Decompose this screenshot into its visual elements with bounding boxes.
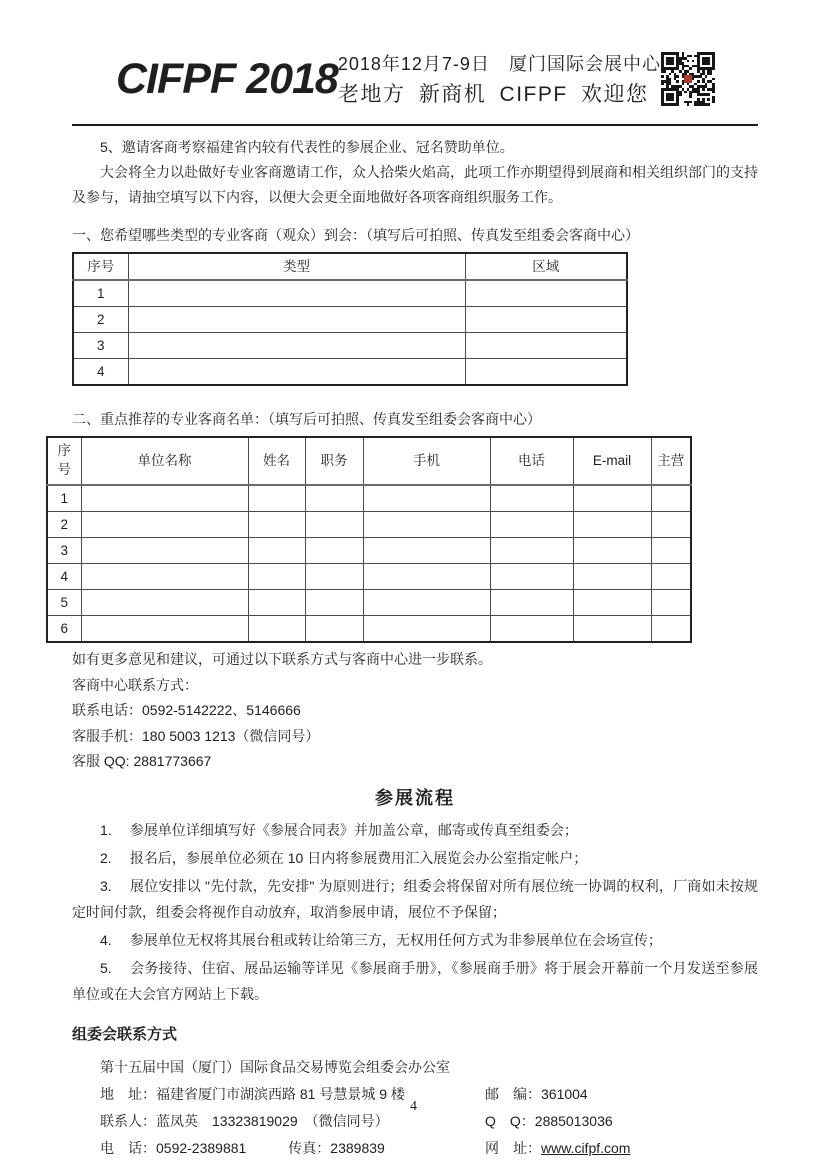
fill-in-cell	[573, 564, 651, 590]
fill-in-cell	[81, 616, 248, 643]
fill-in-cell	[248, 616, 305, 643]
fill-in-cell	[573, 538, 651, 564]
committee-phone-fax: 电 话：0592-2389881 传真：2389839	[100, 1139, 385, 1156]
table-row	[47, 590, 691, 616]
process-item-number: 1.	[100, 821, 112, 838]
process-title: 参展流程	[375, 787, 455, 808]
fill-in-cell	[573, 590, 651, 616]
fill-in-cell	[81, 538, 248, 564]
process-item-text: 会务接待、住宿、展品运输等详见《参展商手册》，《参展商手册》将于展会开幕前一个月发送至参展单位或在大会官方网站上下载。	[72, 959, 758, 1002]
process-item	[72, 873, 758, 925]
process-item	[72, 955, 758, 1007]
column-header: 主营	[651, 437, 691, 485]
intro-paragraph: 大会将全力以赴做好专业客商邀请工作，众人拾柴火焰高，此项工作亦期望得到展商和相关组织部门的支持及参与，请抽空填写以下内容，以便大会更全面地做好各项客商组织服务工作。	[72, 164, 758, 205]
fill-in-cell	[651, 512, 691, 538]
header-tagline	[338, 50, 661, 108]
fill-in-cell	[573, 512, 651, 538]
process-item-number: 3.	[100, 877, 112, 894]
fill-in-cell	[651, 616, 691, 643]
process-item-text: 展位安排以 "先付款，先安排" 为原则进行；组委会将保留对所有展位统一协调的权利，厂商如未按规定时间付款，组委会将视作自动放弃，取消参展申请，展位不予保留；	[72, 877, 758, 920]
process-item-number: 2.	[100, 849, 112, 866]
fill-in-cell	[465, 359, 627, 386]
column-header: 序号	[47, 437, 81, 485]
fill-in-cell	[490, 564, 573, 590]
process-item	[72, 845, 758, 871]
committee-website-row	[485, 1135, 758, 1162]
fill-in-cell	[490, 590, 573, 616]
fill-in-cell	[128, 333, 465, 359]
table-row	[73, 307, 627, 333]
fill-in-cell	[651, 590, 691, 616]
row-number-cell: 1	[47, 485, 81, 512]
fill-in-cell	[490, 616, 573, 643]
contact-note: 如有更多意见和建议，可通过以下联系方式与客商中心进一步联系。	[72, 651, 492, 667]
committee-contact-person: 联系人：蓝凤英 13323819029 （微信同号）	[100, 1112, 389, 1129]
column-header: 电话	[490, 437, 573, 485]
website-label: 网 址：	[485, 1139, 541, 1156]
process-item-number: 5.	[100, 959, 112, 976]
column-header: 序号	[73, 253, 128, 280]
fill-in-cell	[305, 485, 363, 512]
fill-in-cell	[651, 564, 691, 590]
row-number-cell: 3	[47, 538, 81, 564]
row-number-cell: 5	[47, 590, 81, 616]
process-item-text: 参展单位无权将其展台租或转让给第三方，无权用任何方式为非参展单位在会场宣传；	[129, 931, 662, 948]
contact-qq: 客服 QQ: 2881773667	[72, 753, 212, 769]
table-row	[47, 538, 691, 564]
process-item-text: 报名后，参展单位必须在 10 日内将参展费用汇入展览会办公室指定帐户；	[129, 849, 588, 866]
fill-in-cell	[248, 564, 305, 590]
fill-in-cell	[305, 616, 363, 643]
fill-in-cell	[305, 564, 363, 590]
fill-in-cell	[305, 512, 363, 538]
fill-in-cell	[651, 538, 691, 564]
fill-in-cell	[490, 538, 573, 564]
fill-in-cell	[81, 485, 248, 512]
fill-in-cell	[490, 485, 573, 512]
row-number-cell: 3	[73, 333, 128, 359]
column-header: E-mail	[573, 437, 651, 485]
contact-mobile: 客服手机：180 5003 1213（微信同号）	[72, 727, 320, 744]
page-number: 4	[410, 1099, 417, 1114]
table-row	[47, 485, 691, 512]
row-number-cell: 4	[73, 359, 128, 386]
fill-in-cell	[305, 590, 363, 616]
visitor-type-table	[72, 252, 628, 386]
column-header: 区域	[465, 253, 627, 280]
table-row	[47, 564, 691, 590]
committee-address: 地 址：福建省厦门市湖滨西路 81 号慧景城 9 楼	[100, 1085, 405, 1102]
fill-in-cell	[363, 512, 490, 538]
committee-office: 第十五届中国（厦门）国际食品交易博览会组委会办公室	[100, 1058, 450, 1075]
fill-in-cell	[363, 564, 490, 590]
fill-in-cell	[248, 485, 305, 512]
contact-phone: 联系电话：0592-5142222、5146666	[72, 702, 301, 718]
buyer-center-contact	[72, 647, 758, 775]
table-header-row	[47, 437, 691, 485]
fill-in-cell	[128, 307, 465, 333]
header	[0, 0, 827, 108]
fill-in-cell	[305, 538, 363, 564]
fill-in-cell	[490, 512, 573, 538]
fill-in-cell	[81, 590, 248, 616]
fill-in-cell	[128, 359, 465, 386]
row-number-cell: 4	[47, 564, 81, 590]
fill-in-cell	[128, 280, 465, 307]
website-link[interactable]: www.cifpf.com	[541, 1139, 631, 1156]
row-number-cell: 6	[47, 616, 81, 643]
fill-in-cell	[573, 485, 651, 512]
column-header: 职务	[305, 437, 363, 485]
row-number-cell: 2	[47, 512, 81, 538]
document-body	[0, 126, 827, 1162]
committee-row	[100, 1135, 758, 1162]
fill-in-cell	[248, 512, 305, 538]
process-item	[72, 817, 758, 843]
recommended-buyers-table	[46, 436, 692, 643]
fill-in-cell	[363, 616, 490, 643]
row-number-cell: 2	[73, 307, 128, 333]
table-row	[47, 616, 691, 643]
fill-in-cell	[248, 590, 305, 616]
fill-in-cell	[573, 616, 651, 643]
process-item-number: 4.	[100, 931, 112, 948]
table-row	[47, 512, 691, 538]
process-item	[72, 927, 758, 953]
fill-in-cell	[363, 485, 490, 512]
committee-zip: 邮 编：361004	[485, 1085, 588, 1102]
fill-in-cell	[465, 333, 627, 359]
fill-in-cell	[81, 564, 248, 590]
table-row	[73, 280, 627, 307]
section2-title: 二、重点推荐的专业客商名单：（填写后可拍照、传真发至组委会客商中心）	[72, 411, 541, 427]
cifpf-logo: CIFPF 2018	[116, 54, 338, 103]
contact-center-title: 客商中心联系方式：	[72, 676, 198, 693]
table-row	[73, 333, 627, 359]
event-date-venue: 2018年12月7-9日 厦门国际会展中心	[337, 54, 661, 74]
fill-in-cell	[81, 512, 248, 538]
intro-item-5: 5、邀请客商考察福建省内较有代表性的参展企业、冠名赞助单位。	[100, 139, 514, 155]
process-item-text: 参展单位详细填写好《参展合同表》并加盖公章，邮寄或传真至组委会；	[129, 821, 578, 838]
fill-in-cell	[248, 538, 305, 564]
fill-in-cell	[651, 485, 691, 512]
qr-code-icon	[661, 52, 715, 106]
row-number-cell: 1	[73, 280, 128, 307]
fill-in-cell	[465, 307, 627, 333]
column-header: 手机	[363, 437, 490, 485]
fill-in-cell	[465, 280, 627, 307]
committee-title: 组委会联系方式	[72, 1025, 178, 1043]
fill-in-cell	[363, 590, 490, 616]
committee-qq: Q Q：2885013036	[485, 1112, 613, 1129]
column-header: 姓名	[248, 437, 305, 485]
fill-in-cell	[363, 538, 490, 564]
event-slogan: 老地方 新商机 CIFPF 欢迎您	[337, 83, 649, 106]
table-row	[73, 359, 627, 386]
column-header: 类型	[128, 253, 465, 280]
table-header-row	[73, 253, 627, 280]
section1-title: 一、您希望哪些类型的专业客商（观众）到会：（填写后可拍照、传真发至组委会客商中心）	[72, 227, 639, 243]
column-header: 单位名称	[81, 437, 248, 485]
